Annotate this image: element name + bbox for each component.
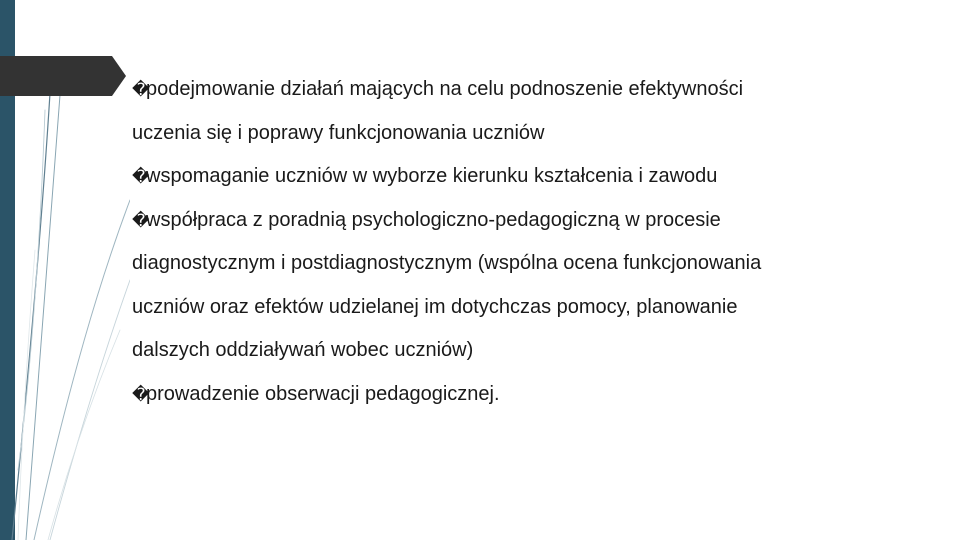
- slide-line: [132, 155, 912, 199]
- bullet-glyph: �: [132, 80, 150, 100]
- bullet-glyph: �: [132, 384, 150, 405]
- line-text: współpraca z poradnią psychologiczno-pedagogiczną w procesie: [146, 208, 721, 231]
- slide-line: [132, 68, 912, 112]
- slide-line: [132, 112, 912, 156]
- slide-body: [132, 68, 912, 416]
- bullet-glyph: �: [132, 167, 150, 187]
- slide-line: [132, 199, 912, 243]
- line-text: wspomaganie uczniów w wyborze kierunku kształcenia i zawodu: [146, 165, 718, 187]
- slide-line: [132, 242, 912, 286]
- line-text: prowadzenie obserwacji pedagogicznej.: [146, 382, 500, 405]
- title-marker-shape: [0, 56, 140, 96]
- slide-line: [132, 373, 912, 417]
- line-text: uczenia się i poprawy funkcjonowania uczniów: [132, 121, 545, 144]
- line-text: dalszych oddziaływań wobec uczniów): [132, 339, 474, 361]
- slide-line: [132, 329, 912, 373]
- line-text: uczniów oraz efektów udzielanej im dotychczas pomocy, planowanie: [132, 295, 738, 318]
- line-text: diagnostycznym i postdiagnostycznym (wspólna ocena funkcjonowania: [132, 252, 762, 274]
- line-text: podejmowanie działań mających na celu podnoszenie efektywności: [146, 78, 744, 100]
- slide-line: [132, 286, 912, 330]
- bullet-glyph: �: [132, 210, 150, 231]
